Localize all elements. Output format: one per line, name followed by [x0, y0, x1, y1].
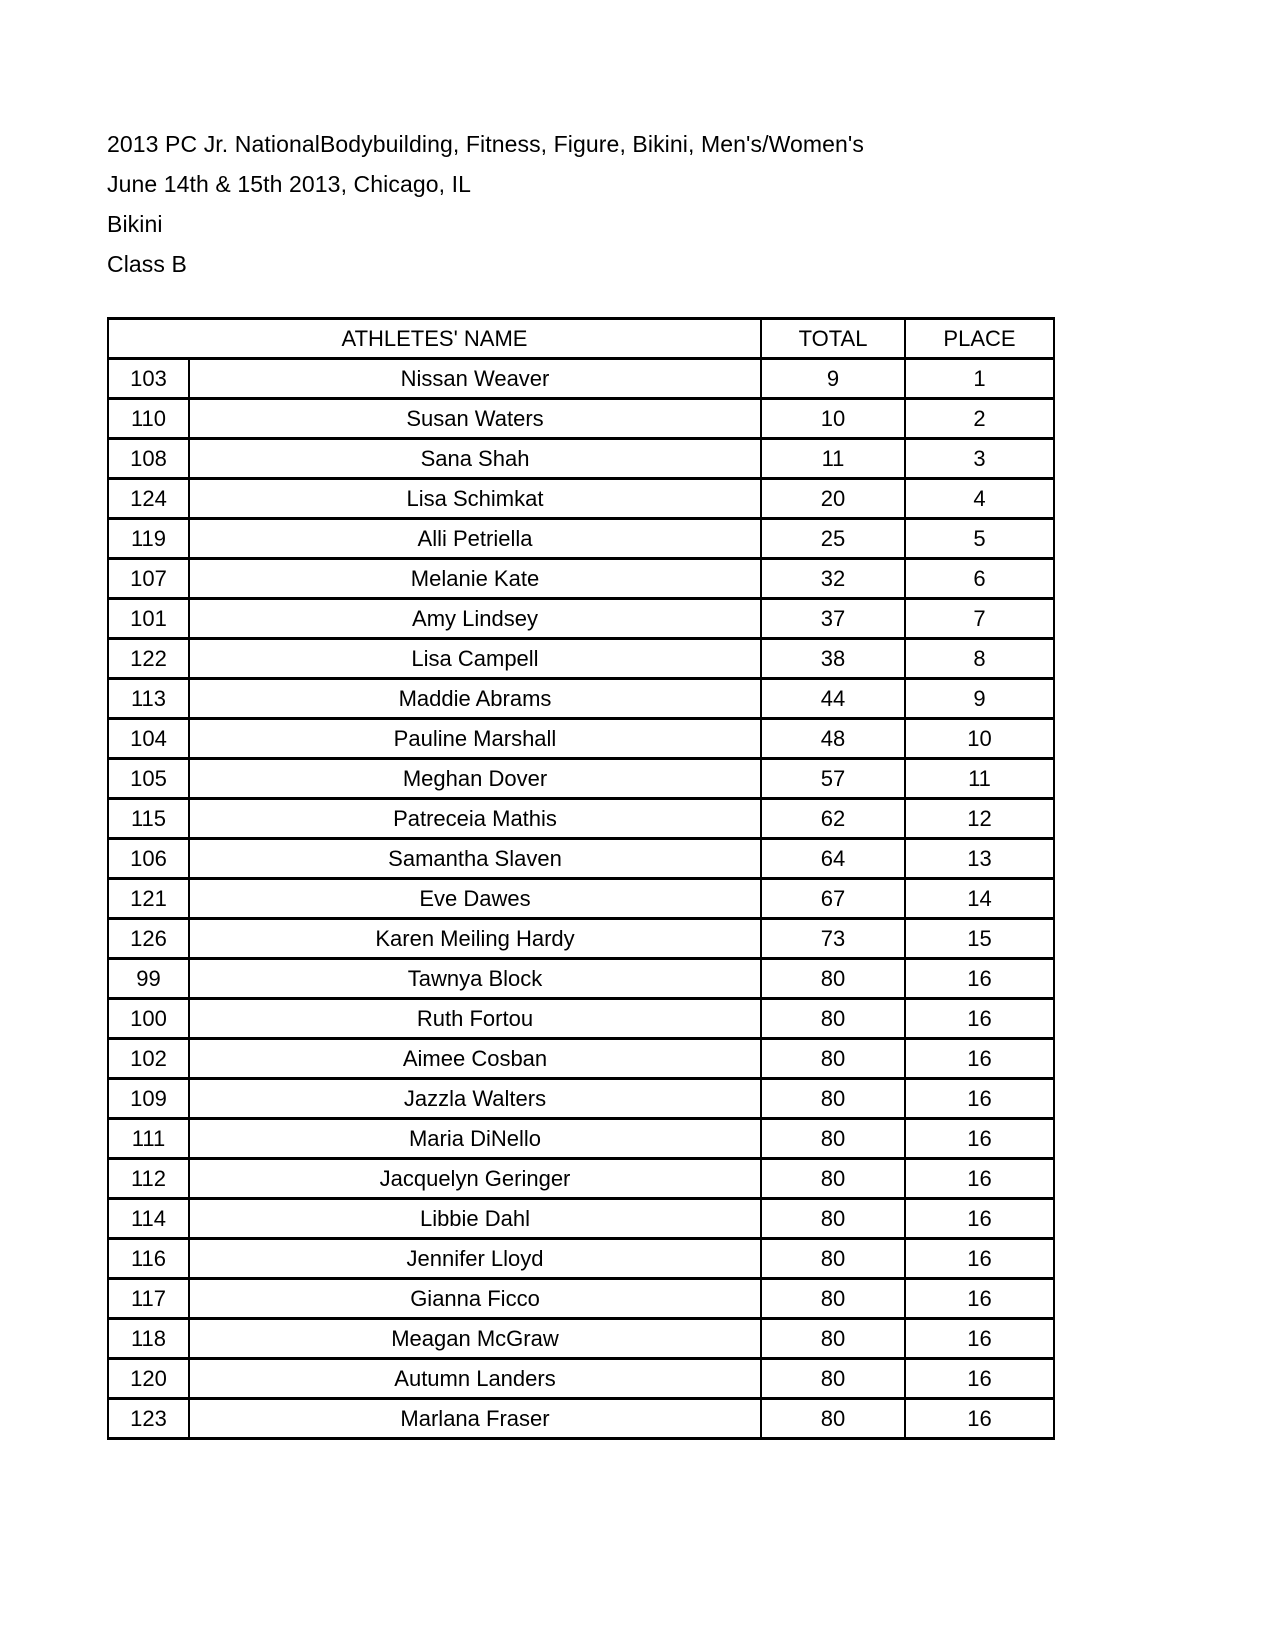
entry-number-cell: 120 [108, 1359, 189, 1399]
place-cell: 6 [905, 559, 1054, 599]
entry-number-cell: 101 [108, 599, 189, 639]
total-cell: 80 [761, 1199, 905, 1239]
entry-number-cell: 109 [108, 1079, 189, 1119]
entry-number-cell: 108 [108, 439, 189, 479]
athlete-name-cell: Karen Meiling Hardy [189, 919, 761, 959]
place-cell: 7 [905, 599, 1054, 639]
total-cell: 10 [761, 399, 905, 439]
athlete-name-cell: Lisa Campell [189, 639, 761, 679]
table-row [108, 1119, 1054, 1159]
place-cell: 9 [905, 679, 1054, 719]
table-row [108, 1399, 1054, 1439]
place-cell: 8 [905, 639, 1054, 679]
total-cell: 80 [761, 1039, 905, 1079]
table-row [108, 1239, 1054, 1279]
document-division-line: Bikini [107, 211, 163, 237]
place-cell: 16 [905, 959, 1054, 999]
place-cell: 14 [905, 879, 1054, 919]
total-cell: 57 [761, 759, 905, 799]
table-row [108, 479, 1054, 519]
place-cell: 16 [905, 1199, 1054, 1239]
total-cell: 25 [761, 519, 905, 559]
total-cell: 80 [761, 1159, 905, 1199]
entry-number-cell: 100 [108, 999, 189, 1039]
athlete-name-cell: Libbie Dahl [189, 1199, 761, 1239]
table-row [108, 639, 1054, 679]
entry-number-cell: 118 [108, 1319, 189, 1359]
table-row [108, 399, 1054, 439]
total-cell: 67 [761, 879, 905, 919]
table-row [108, 1159, 1054, 1199]
place-cell: 15 [905, 919, 1054, 959]
entry-number-cell: 114 [108, 1199, 189, 1239]
athlete-name-cell: Alli Petriella [189, 519, 761, 559]
table-row [108, 1039, 1054, 1079]
table-row [108, 1359, 1054, 1399]
total-cell: 37 [761, 599, 905, 639]
table-row [108, 519, 1054, 559]
table-row [108, 559, 1054, 599]
entry-number-cell: 113 [108, 679, 189, 719]
place-cell: 10 [905, 719, 1054, 759]
table-row [108, 719, 1054, 759]
place-cell: 16 [905, 1319, 1054, 1359]
total-cell: 73 [761, 919, 905, 959]
total-cell: 80 [761, 1359, 905, 1399]
table-row [108, 759, 1054, 799]
athlete-name-cell: Lisa Schimkat [189, 479, 761, 519]
document-date-line: June 14th & 15th 2013, Chicago, IL [107, 171, 471, 197]
total-cell: 80 [761, 1399, 905, 1439]
place-cell: 12 [905, 799, 1054, 839]
place-cell: 16 [905, 1119, 1054, 1159]
place-cell: 16 [905, 1279, 1054, 1319]
place-cell: 2 [905, 399, 1054, 439]
document-header [107, 124, 1275, 284]
place-cell: 5 [905, 519, 1054, 559]
total-cell: 80 [761, 1239, 905, 1279]
total-cell: 9 [761, 359, 905, 399]
place-cell: 16 [905, 1359, 1054, 1399]
entry-number-cell: 124 [108, 479, 189, 519]
athlete-name-cell: Marlana Fraser [189, 1399, 761, 1439]
entry-number-cell: 105 [108, 759, 189, 799]
athlete-name-cell: Ruth Fortou [189, 999, 761, 1039]
total-cell: 48 [761, 719, 905, 759]
athlete-name-cell: Jazzla Walters [189, 1079, 761, 1119]
entry-number-cell: 106 [108, 839, 189, 879]
total-cell: 62 [761, 799, 905, 839]
table-row [108, 1319, 1054, 1359]
place-cell: 16 [905, 1039, 1054, 1079]
athlete-name-cell: Amy Lindsey [189, 599, 761, 639]
entry-number-cell: 121 [108, 879, 189, 919]
table-row [108, 839, 1054, 879]
total-cell: 80 [761, 959, 905, 999]
entry-number-cell: 115 [108, 799, 189, 839]
total-cell: 44 [761, 679, 905, 719]
table-row [108, 1199, 1054, 1239]
entry-number-cell: 104 [108, 719, 189, 759]
athlete-name-cell: Sana Shah [189, 439, 761, 479]
table-header-row [108, 319, 1054, 359]
athlete-name-cell: Patreceia Mathis [189, 799, 761, 839]
place-cell: 16 [905, 1079, 1054, 1119]
table-row [108, 959, 1054, 999]
athlete-name-cell: Susan Waters [189, 399, 761, 439]
table-row [108, 879, 1054, 919]
entry-number-cell: 116 [108, 1239, 189, 1279]
entry-number-cell: 123 [108, 1399, 189, 1439]
entry-number-cell: 103 [108, 359, 189, 399]
total-cell: 80 [761, 1119, 905, 1159]
column-header-total: TOTAL [761, 319, 905, 359]
athlete-name-cell: Autumn Landers [189, 1359, 761, 1399]
table-row [108, 1079, 1054, 1119]
table-row [108, 1279, 1054, 1319]
table-row [108, 999, 1054, 1039]
place-cell: 13 [905, 839, 1054, 879]
athlete-name-cell: Maria DiNello [189, 1119, 761, 1159]
results-table-body [108, 359, 1054, 1439]
place-cell: 1 [905, 359, 1054, 399]
athlete-name-cell: Eve Dawes [189, 879, 761, 919]
total-cell: 11 [761, 439, 905, 479]
document-title-line: 2013 PC Jr. NationalBodybuilding, Fitness, Figure, Bikini, Men's/Women's [107, 131, 865, 157]
total-cell: 20 [761, 479, 905, 519]
place-cell: 16 [905, 1399, 1054, 1439]
column-header-place: PLACE [905, 319, 1054, 359]
entry-number-cell: 111 [108, 1119, 189, 1159]
athlete-name-cell: Jennifer Lloyd [189, 1239, 761, 1279]
document-class-line: Class B [107, 251, 187, 277]
entry-number-cell: 122 [108, 639, 189, 679]
entry-number-cell: 112 [108, 1159, 189, 1199]
table-row [108, 439, 1054, 479]
table-row [108, 679, 1054, 719]
results-table [107, 317, 1055, 1440]
table-row [108, 599, 1054, 639]
athlete-name-cell: Meghan Dover [189, 759, 761, 799]
table-row [108, 919, 1054, 959]
entry-number-cell: 119 [108, 519, 189, 559]
entry-number-cell: 99 [108, 959, 189, 999]
total-cell: 32 [761, 559, 905, 599]
total-cell: 80 [761, 1279, 905, 1319]
entry-number-cell: 117 [108, 1279, 189, 1319]
entry-number-cell: 107 [108, 559, 189, 599]
athlete-name-cell: Nissan Weaver [189, 359, 761, 399]
athlete-name-cell: Jacquelyn Geringer [189, 1159, 761, 1199]
table-row [108, 799, 1054, 839]
entry-number-cell: 126 [108, 919, 189, 959]
place-cell: 4 [905, 479, 1054, 519]
place-cell: 11 [905, 759, 1054, 799]
place-cell: 3 [905, 439, 1054, 479]
total-cell: 64 [761, 839, 905, 879]
athlete-name-cell: Melanie Kate [189, 559, 761, 599]
athlete-name-cell: Maddie Abrams [189, 679, 761, 719]
athlete-name-cell: Pauline Marshall [189, 719, 761, 759]
entry-number-cell: 110 [108, 399, 189, 439]
total-cell: 80 [761, 999, 905, 1039]
place-cell: 16 [905, 1159, 1054, 1199]
athlete-name-cell: Meagan McGraw [189, 1319, 761, 1359]
athlete-name-cell: Aimee Cosban [189, 1039, 761, 1079]
total-cell: 80 [761, 1319, 905, 1359]
athlete-name-cell: Samantha Slaven [189, 839, 761, 879]
column-header-athletes-name: ATHLETES' NAME [108, 319, 761, 359]
athlete-name-cell: Gianna Ficco [189, 1279, 761, 1319]
total-cell: 80 [761, 1079, 905, 1119]
table-row [108, 359, 1054, 399]
place-cell: 16 [905, 1239, 1054, 1279]
athlete-name-cell: Tawnya Block [189, 959, 761, 999]
place-cell: 16 [905, 999, 1054, 1039]
entry-number-cell: 102 [108, 1039, 189, 1079]
total-cell: 38 [761, 639, 905, 679]
